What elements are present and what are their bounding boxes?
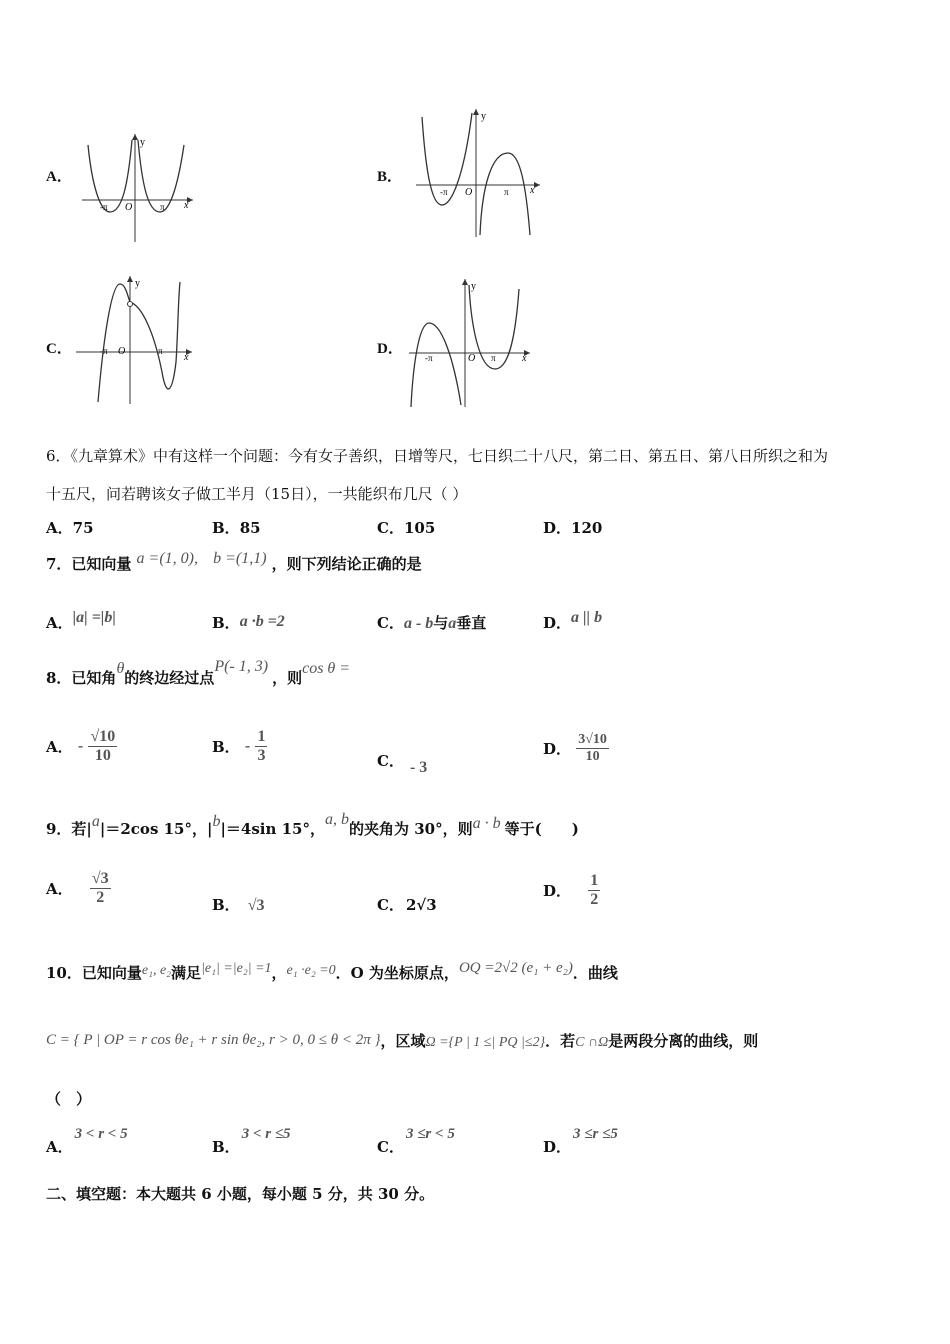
q8-option-d[interactable]: D． $\frac{3√10}{10}$ <box>543 732 607 764</box>
graph-c-pospi: π <box>158 346 163 356</box>
graph-b-pospi: π <box>504 187 509 197</box>
q9-stem: 9．若|a|＝2cos 15°，|b|＝4sin 15°，a, b的夹角为 30°，则a · b 等于( ) <box>46 811 579 838</box>
q9-option-b[interactable]: B． √3 <box>212 896 265 914</box>
graph-a <box>78 130 198 245</box>
section2-heading: 二、填空题：本大题共 6 小题，每小题 5 分，共 30 分。 <box>46 1185 435 1203</box>
graph-d-x: x <box>522 353 527 364</box>
graph-a-y: y <box>140 137 145 148</box>
graph-d <box>405 275 535 410</box>
graph-c <box>72 272 197 407</box>
q6-option-c[interactable]: C．105 <box>377 519 436 537</box>
graph-d-pospi: π <box>491 353 496 363</box>
q8-option-a[interactable]: A． - $\frac{√10}{10}$ <box>46 728 116 764</box>
graph-a-origin: O <box>125 202 133 213</box>
q10-stem-line1: 10．已知向量e₁, e₂满足|e₁| =|e₂| =1，e₁ ·e₂ =0．O 为坐标原点，OQ =2√2 (e₁ + e₂)．曲线 <box>46 960 618 982</box>
q10-option-a[interactable]: A．3 < r < 5 <box>46 1126 128 1156</box>
q10-option-b[interactable]: B．3 < r ≤5 <box>212 1126 291 1156</box>
q7-option-c[interactable]: C．a - b与a垂直 <box>377 614 487 632</box>
q6-line1: 6．《九章算术》中有这样一个问题：今有女子善织，日增等尺，七日织二十八尺，第二日、第五日、第八日所织之和为 <box>46 447 829 465</box>
graph-c-origin: O <box>118 346 126 357</box>
q9-option-a[interactable]: A． $\frac{√3}{2}$ <box>46 870 109 906</box>
graph-a-x: x <box>184 200 189 211</box>
graph-a-label: A． <box>46 169 72 185</box>
q10-option-c[interactable]: C．3 ≤r < 5 <box>377 1126 455 1156</box>
q9-option-c[interactable]: C． 2√3 <box>377 896 437 914</box>
graph-c-y: y <box>135 278 140 289</box>
graph-b-y: y <box>481 111 486 122</box>
graph-c-label: C． <box>46 341 72 357</box>
graph-d-negpi: -π <box>425 353 433 363</box>
q7-stem: 7．已知向量 a =(1, 0), b =(1,1) ，则下列结论正确的是 <box>46 550 422 573</box>
q6-line2: 十五尺，问若聘该女子做工半月（15日），一共能织布几尺（ ） <box>46 485 468 503</box>
q10-stem-line2: C = { P | OP = r cos θe₁ + r sin θe₂, r > 0, 0 ≤ θ < 2π }，区域Ω ={P | 1 ≤| PQ |≤2}．若C ∩Ω是两段分离的曲线，则 <box>46 1032 759 1050</box>
q8-option-c[interactable]: C． - 3 <box>377 752 428 776</box>
graph-b-x: x <box>530 185 535 196</box>
q6-option-b[interactable]: B．85 <box>212 519 261 537</box>
graph-a-negpi: -π <box>100 202 108 212</box>
q6-option-d[interactable]: D．120 <box>543 519 603 537</box>
graph-b-origin: O <box>465 187 473 198</box>
q10-option-d[interactable]: D．3 ≤r ≤5 <box>543 1126 618 1156</box>
q7-option-a[interactable]: A．|a| =|b| <box>46 609 116 632</box>
graph-d-y: y <box>471 281 476 292</box>
graph-d-origin: O <box>468 353 476 364</box>
q7-option-d[interactable]: D．a || b <box>543 609 603 632</box>
q10-paren: （ ） <box>46 1090 92 1108</box>
graph-b <box>410 105 545 240</box>
q8-stem: 8．已知角θ的终边经过点P(- 1, 3)，则cos θ = <box>46 658 351 687</box>
graph-a-pospi: π <box>160 202 165 212</box>
q9-option-d[interactable]: D． $\frac{1}{2}$ <box>543 872 599 908</box>
q8-option-b[interactable]: B． - $\frac{1}{3}$ <box>212 728 266 764</box>
graph-b-label: B． <box>377 169 403 185</box>
q7-option-b[interactable]: B．a ·b =2 <box>212 613 285 632</box>
graph-c-x: x <box>184 352 189 363</box>
graph-d-label: D． <box>377 341 403 357</box>
q6-option-a[interactable]: A．75 <box>46 519 94 537</box>
graph-c-negpi: -π <box>100 346 108 356</box>
graph-b-negpi: -π <box>440 187 448 197</box>
